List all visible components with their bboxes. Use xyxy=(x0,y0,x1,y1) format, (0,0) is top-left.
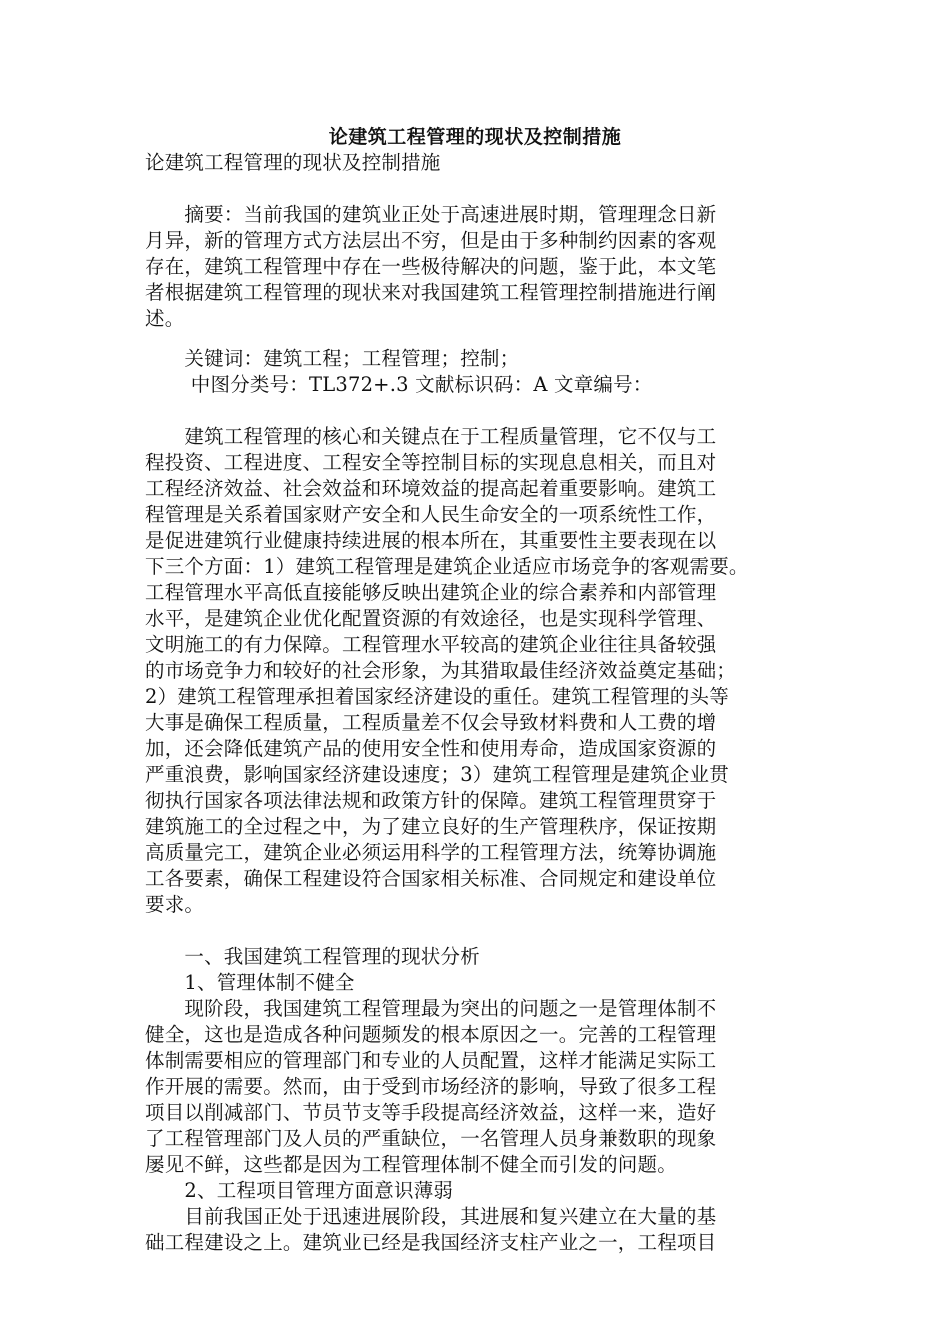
body-line: 屡见不鲜，这些都是因为工程管理体制不健全而引发的问题。 xyxy=(145,1153,677,1176)
abstract-line: 者根据建筑工程管理的现状来对我国建筑工程管理控制措施进行阐 xyxy=(145,281,717,304)
intro-line: 的市场竞争力和较好的社会形象，为其猎取最佳经济效益奠定基础； xyxy=(145,659,737,682)
intro-line: 下三个方面：1）建筑工程管理是建筑企业适应市场竞争的客观需要。 xyxy=(145,555,749,578)
body-line: 体制需要相应的管理部门和专业的人员配置，这样才能满足实际工 xyxy=(145,1049,717,1072)
intro-line: 严重浪费，影响国家经济建设速度；3）建筑工程管理是建筑企业贯 xyxy=(145,763,729,786)
intro-line: 文明施工的有力保障。工程管理水平较高的建筑企业往往具备较强 xyxy=(145,633,717,656)
intro-line: 程管理是关系着国家财产安全和人民生命安全的一项系统性工作， xyxy=(145,503,717,526)
intro-line: 工程管理水平高低直接能够反映出建筑企业的综合素养和内部管理 xyxy=(145,581,717,604)
subsection-heading: 1、管理体制不健全 xyxy=(145,971,355,994)
intro-line: 工程经济效益、社会效益和环境效益的提高起着重要影响。建筑工 xyxy=(145,477,717,500)
intro-line: 高质量完工，建筑企业必须运用科学的工程管理方法，统筹协调施 xyxy=(145,841,717,864)
keywords-line: 关键词：建筑工程；工程管理；控制； xyxy=(145,347,520,370)
intro-line: 是促进建筑行业健康持续进展的根本所在，其重要性主要表现在以 xyxy=(145,529,717,552)
classification-line: 中图分类号：TL372+.3 文献标识码：A 文章编号： xyxy=(145,373,653,396)
intro-line: 程投资、工程进度、工程安全等控制目标的实现息息相关，而且对 xyxy=(145,451,717,474)
intro-line: 2）建筑工程管理承担着国家经济建设的重任。建筑工程管理的头等 xyxy=(145,685,729,708)
body-line: 作开展的需要。然而，由于受到市场经济的影响，导致了很多工程 xyxy=(145,1075,717,1098)
intro-line: 水平，是建筑企业优化配置资源的有效途径，也是实现科学管理、 xyxy=(145,607,717,630)
body-line: 目前我国正处于迅速进展阶段，其进展和复兴建立在大量的基 xyxy=(145,1205,717,1228)
subsection-heading: 2、工程项目管理方面意识薄弱 xyxy=(145,1179,454,1202)
intro-line: 建筑工程管理的核心和关键点在于工程质量管理，它不仅与工 xyxy=(145,425,717,448)
body-line: 项目以削减部门、节员节支等手段提高经济效益，这样一来，造好 xyxy=(145,1101,717,1124)
intro-line: 建筑施工的全过程之中，为了建立良好的生产管理秩序，保证按期 xyxy=(145,815,717,838)
document-subtitle: 论建筑工程管理的现状及控制措施 xyxy=(145,151,441,174)
intro-line: 加，还会降低建筑产品的使用安全性和使用寿命，造成国家资源的 xyxy=(145,737,717,760)
body-line: 础工程建设之上。建筑业已经是我国经济支柱产业之一，工程项目 xyxy=(145,1231,717,1254)
abstract-line: 摘要：当前我国的建筑业正处于高速进展时期，管理理念日新 xyxy=(145,203,717,226)
document-title: 论建筑工程管理的现状及控制措施 xyxy=(328,126,622,148)
abstract-line: 月异，新的管理方式方法层出不穷，但是由于多种制约因素的客观 xyxy=(145,229,717,252)
body-line: 了工程管理部门及人员的严重缺位，一名管理人员身兼数职的现象 xyxy=(145,1127,717,1150)
intro-line: 彻执行国家各项法律法规和政策方针的保障。建筑工程管理贯穿于 xyxy=(145,789,717,812)
section-heading: 一、我国建筑工程管理的现状分析 xyxy=(145,945,480,968)
intro-line: 工各要素，确保工程建设符合国家相关标准、合同规定和建设单位 xyxy=(145,867,717,890)
intro-line: 要求。 xyxy=(145,893,205,916)
body-line: 现阶段，我国建筑工程管理最为突出的问题之一是管理体制不 xyxy=(145,997,717,1020)
abstract-line: 述。 xyxy=(145,307,185,330)
abstract-line: 存在，建筑工程管理中存在一些极待解决的问题，鉴于此，本文笔 xyxy=(145,255,717,278)
intro-line: 大事是确保工程质量，工程质量差不仅会导致材料费和人工费的增 xyxy=(145,711,717,734)
body-line: 健全，这也是造成各种问题频发的根本原因之一。完善的工程管理 xyxy=(145,1023,717,1046)
